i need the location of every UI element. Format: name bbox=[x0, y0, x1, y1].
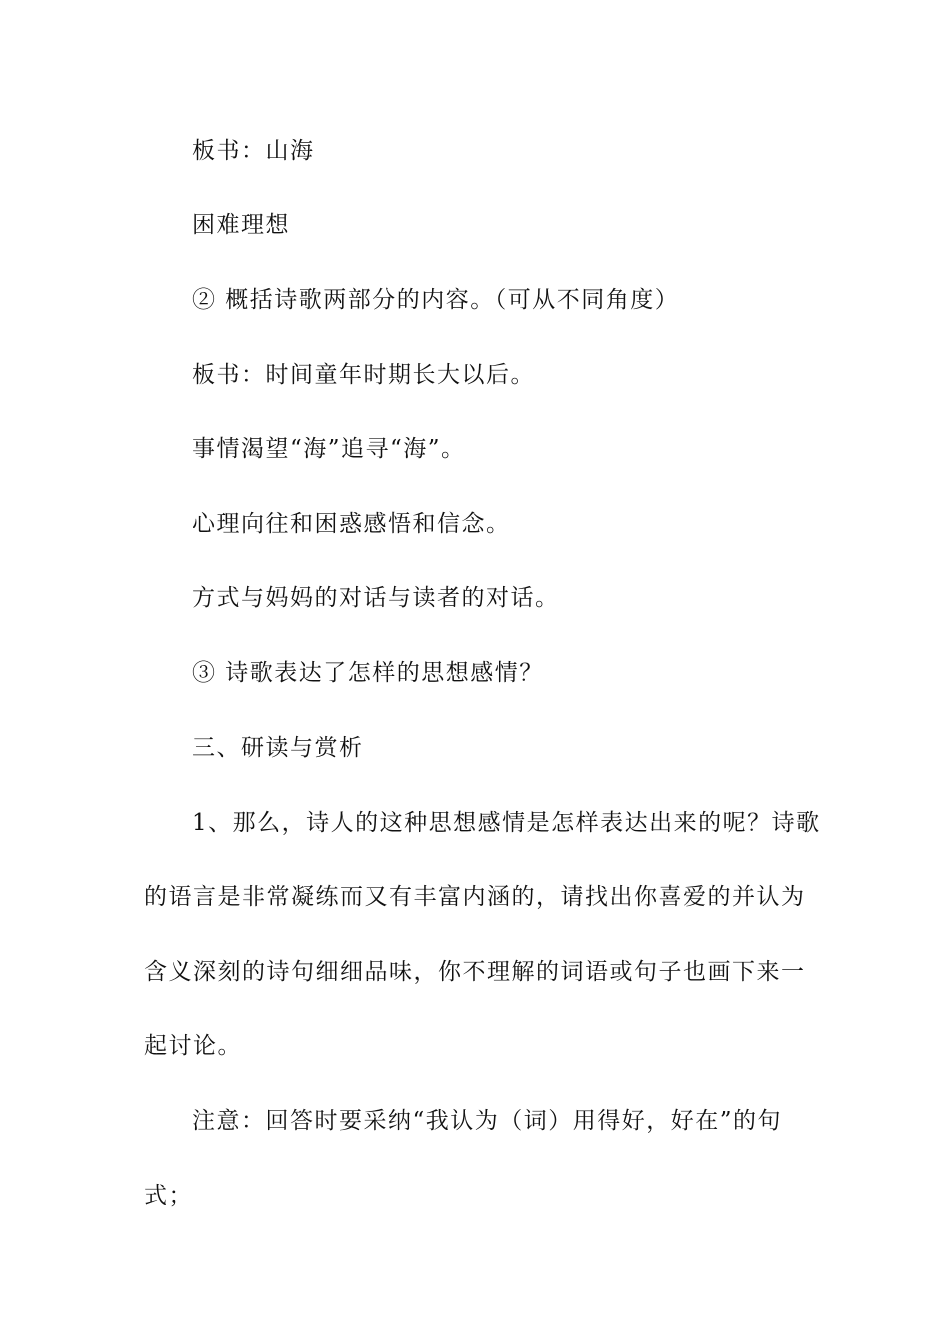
paragraph-line: 起讨论。 bbox=[144, 1033, 242, 1059]
text-line: 板书：山海 bbox=[192, 138, 315, 164]
section-heading: 三、研读与赏析 bbox=[192, 735, 364, 761]
text-line: 困难理想 bbox=[192, 212, 290, 238]
paragraph-line: 1、那么，诗人的这种思想感情是怎样表达出来的呢？诗歌 bbox=[192, 810, 821, 836]
paragraph-line: 式； bbox=[144, 1183, 193, 1209]
paragraph-line: 注意：回答时要采纳“我认为（词）用得好，好在”的句 bbox=[192, 1108, 783, 1134]
text-line: 心理向往和困惑感悟和信念。 bbox=[192, 511, 511, 537]
text-line: 方式与妈妈的对话与读者的对话。 bbox=[192, 585, 560, 611]
text-line: ③ 诗歌表达了怎样的思想感情？ bbox=[192, 660, 544, 686]
text-line: 事情渴望“海”追寻“海”。 bbox=[192, 436, 466, 462]
paragraph-line: 的语言是非常凝练而又有丰富内涵的，请找出你喜爱的并认为 bbox=[144, 884, 806, 910]
text-line: 板书：时间童年时期长大以后。 bbox=[192, 362, 535, 388]
text-line: ② 概括诗歌两部分的内容。（可从不同角度） bbox=[192, 287, 680, 313]
paragraph-line: 含义深刻的诗句细细品味，你不理解的词语或句子也画下来一 bbox=[144, 959, 806, 985]
